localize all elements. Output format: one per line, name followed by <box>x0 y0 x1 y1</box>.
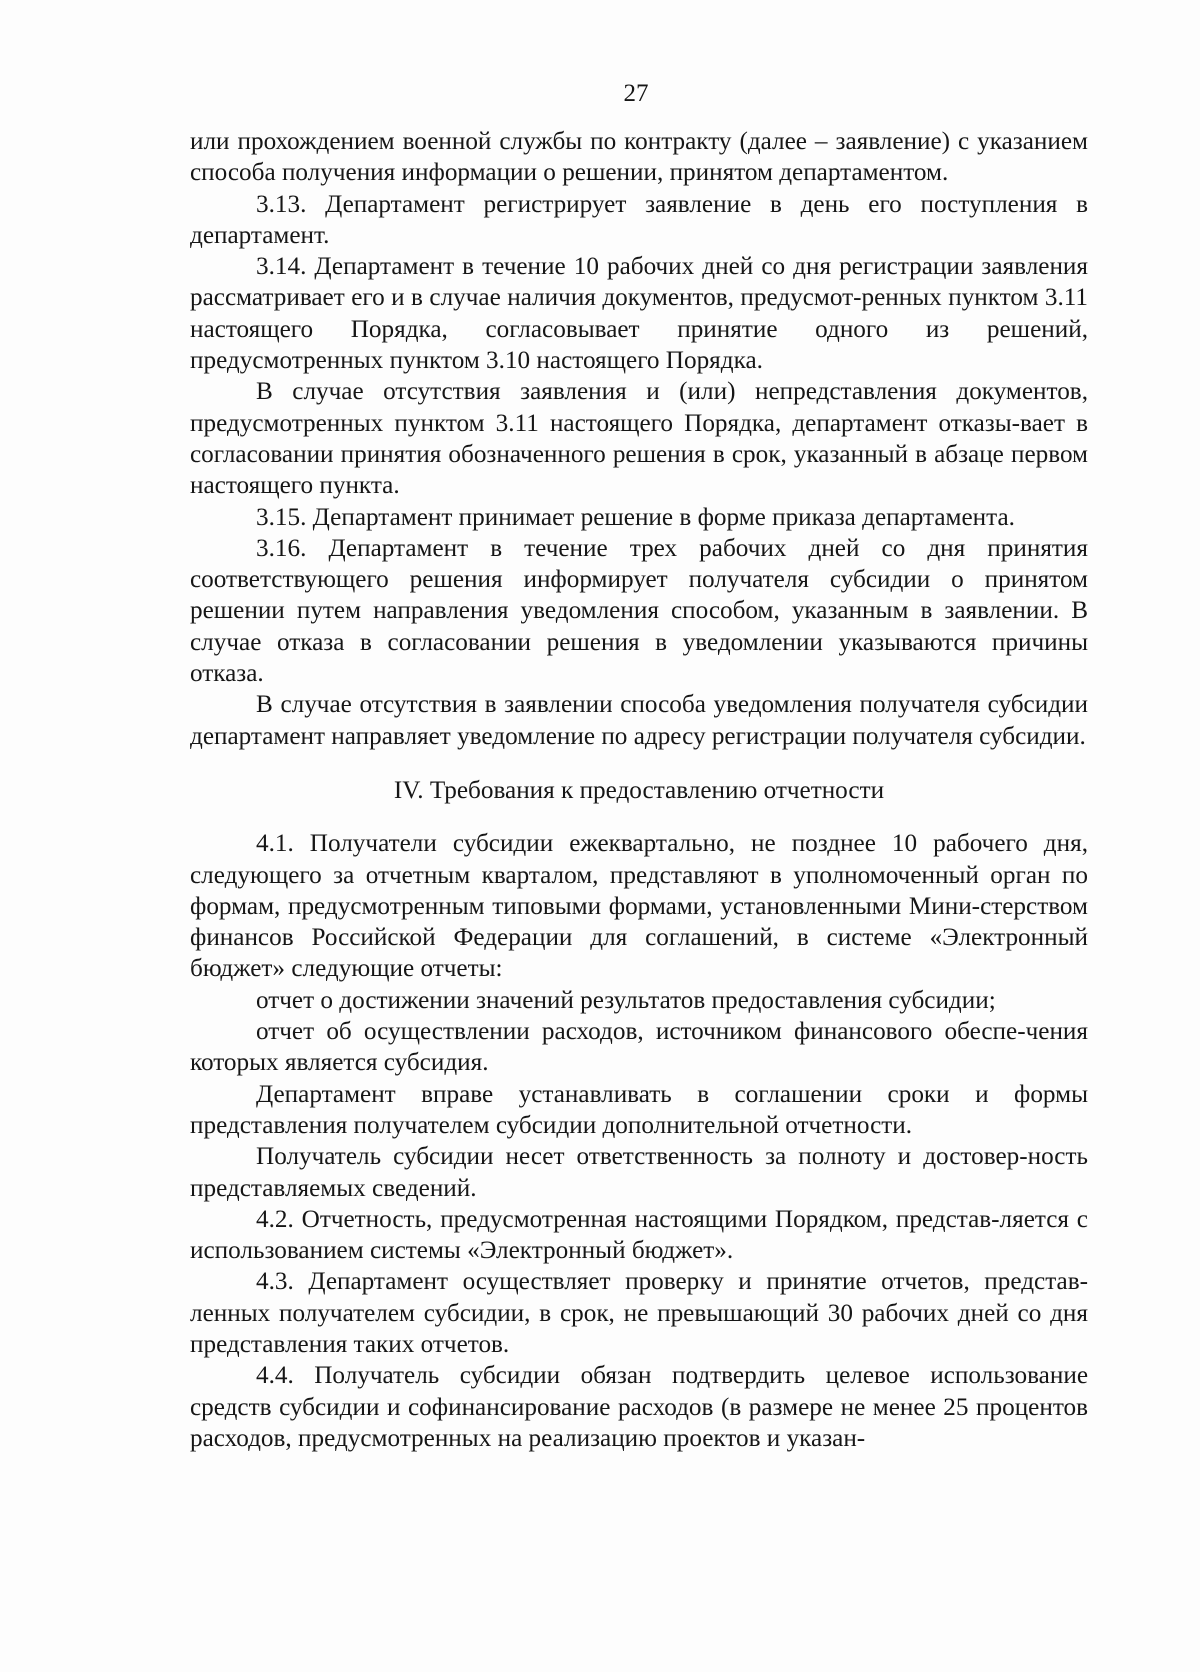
paragraph: 3.14. Департамент в течение 10 рабочих дней со дня регистрации заявления рассматривает его и в случае наличия документов, предусмот-ренных пунктом 3.11 настоящего Порядка, согласовывает принятие одного из решений, предусмотренных пунктом 3.10 настоящего Порядка. <box>190 253 1088 375</box>
paragraph: В случае отсутствия заявления и (или) непредставления документов, предусмотренных пунктом 3.11 настоящего Порядка, департамент отказы-вает в согласовании принятия обозначенного решения в срок, указанный в абзаце первом настоящего пункта. <box>190 378 1088 500</box>
paragraph: 4.2. Отчетность, предусмотренная настоящими Порядком, представ-ляется с использованием системы «Электронный бюджет». <box>190 1205 1088 1265</box>
paragraph: 4.4. Получатель субсидии обязан подтвердить целевое использование средств субсидии и софинансирование расходов (в размере не менее 25 процентов расходов, предусмотренных на реализацию проектов и указан- <box>190 1362 1088 1452</box>
page-number: 27 <box>623 80 649 107</box>
paragraph: 4.1. Получатели субсидии ежеквартально, не позднее 10 рабочего дня, следующего за отчетным кварталом, представляют в уполномоченный орган по формам, предусмотренным типовыми формами, установленными Мини-стерством финансов Российской Федерации для соглашений, в системе «Электронный бюджет» следующие отчеты: <box>190 830 1088 983</box>
paragraph: 3.16. Департамент в течение трех рабочих дней со дня принятия соответствующего решения информирует получателя субсидии о принятом решении путем направления уведомления способом, указанным в заявлении. В случае отказа в согласовании решения в уведомлении указываются причины отказа. <box>190 534 1088 688</box>
paragraph: В случае отсутствия в заявлении способа уведомления получателя субсидии департамент направляет уведомление по адресу регистрации получателя субсидии. <box>190 691 1088 750</box>
section-heading: IV. Требования к предоставлению отчетности <box>393 776 885 804</box>
paragraph: Департамент вправе устанавливать в соглашении сроки и формы представления получателем субсидии дополнительной отчетности. <box>190 1080 1088 1139</box>
paragraph: 4.3. Департамент осуществляет проверку и принятие отчетов, представ-ленных получателем субсидии, в срок, не превышающий 30 рабочих дней со дня представления таких отчетов. <box>190 1268 1088 1358</box>
paragraph: отчет об осуществлении расходов, источником финансового обеспе-чения которых является субсидия. <box>190 1018 1088 1077</box>
section-4-paragraphs <box>190 828 1088 1454</box>
document-body <box>190 126 1088 1454</box>
paragraph: отчет о достижении значений результатов предоставления субсидии; <box>256 986 996 1014</box>
spacer <box>190 752 1088 775</box>
spacer <box>190 806 1088 828</box>
paragraph: или прохождением военной службы по контракту (далее – заявление) с указанием способа получения информации о решении, принятом департаментом. <box>190 128 1088 187</box>
paragraph: 3.15. Департамент принимает решение в форме приказа департамента. <box>256 503 1015 531</box>
paragraph: 3.13. Департамент регистрирует заявление в день его поступления в департамент. <box>190 190 1088 249</box>
section-3-paragraphs <box>190 126 1088 752</box>
paragraph: Получатель субсидии несет ответственность за полноту и достовер-ность представляемых сведений. <box>190 1143 1088 1202</box>
